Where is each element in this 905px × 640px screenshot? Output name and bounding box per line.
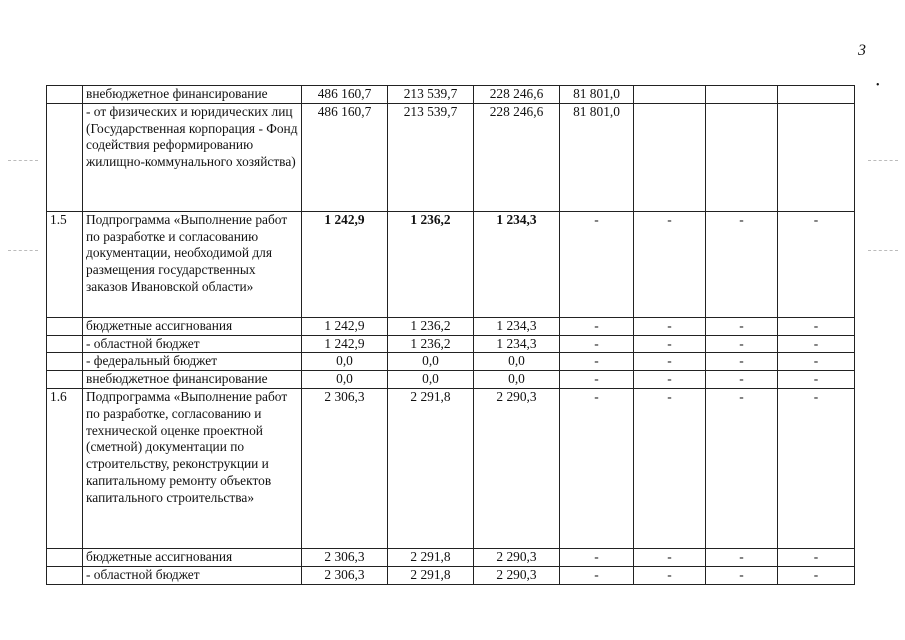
value-cell: 0,0 <box>388 371 474 389</box>
value-cell: 1 236,2 <box>388 317 474 335</box>
scan-artifact-line <box>868 250 898 251</box>
value-cell: 2 291,8 <box>388 548 474 566</box>
value-cell: 2 291,8 <box>388 566 474 584</box>
value-cell: - <box>706 548 778 566</box>
value-cell: 1 234,3 <box>474 211 560 317</box>
value-cell: - <box>706 388 778 548</box>
value-cell: - <box>706 371 778 389</box>
value-cell: - <box>778 566 855 584</box>
row-number-cell: 1.6 <box>47 388 83 548</box>
value-cell: 1 236,2 <box>388 335 474 353</box>
value-cell: - <box>560 566 634 584</box>
row-name-cell: - от физических и юридических лиц (Государственная корпорация - Фонд содействия реформированию жилищно-коммунального хозяйства) <box>83 103 302 211</box>
row-number-cell: 1.5 <box>47 211 83 317</box>
table-row <box>47 548 855 566</box>
table-row <box>47 211 855 317</box>
value-cell: 486 160,7 <box>302 86 388 104</box>
row-number-cell <box>47 335 83 353</box>
value-cell: - <box>634 335 706 353</box>
value-cell <box>778 86 855 104</box>
row-number-cell <box>47 103 83 211</box>
value-cell: 0,0 <box>474 371 560 389</box>
table-row <box>47 388 855 548</box>
row-name-cell: - областной бюджет <box>83 566 302 584</box>
value-cell: - <box>706 353 778 371</box>
value-cell: - <box>778 371 855 389</box>
table-row <box>47 103 855 211</box>
value-cell: - <box>778 548 855 566</box>
value-cell: 81 801,0 <box>560 86 634 104</box>
value-cell: - <box>560 388 634 548</box>
value-cell: 213 539,7 <box>388 103 474 211</box>
row-name-cell: внебюджетное финансирование <box>83 371 302 389</box>
row-number-cell <box>47 317 83 335</box>
value-cell: 486 160,7 <box>302 103 388 211</box>
value-cell: 1 242,9 <box>302 335 388 353</box>
value-cell <box>778 103 855 211</box>
table-row <box>47 371 855 389</box>
row-name-cell: - федеральный бюджет <box>83 353 302 371</box>
value-cell: - <box>778 335 855 353</box>
value-cell: - <box>634 566 706 584</box>
value-cell: - <box>560 335 634 353</box>
value-cell: - <box>634 211 706 317</box>
value-cell: - <box>706 211 778 317</box>
value-cell: 1 234,3 <box>474 317 560 335</box>
scan-artifact-line <box>8 250 38 251</box>
value-cell <box>634 86 706 104</box>
table-row <box>47 335 855 353</box>
scan-artifact-line <box>8 160 38 161</box>
value-cell: - <box>560 211 634 317</box>
value-cell: - <box>634 548 706 566</box>
value-cell: - <box>706 317 778 335</box>
row-number-cell <box>47 371 83 389</box>
value-cell: - <box>634 353 706 371</box>
value-cell: 2 306,3 <box>302 388 388 548</box>
value-cell: 2 290,3 <box>474 548 560 566</box>
value-cell: 1 236,2 <box>388 211 474 317</box>
row-number-cell <box>47 566 83 584</box>
row-number-cell <box>47 548 83 566</box>
value-cell: - <box>778 317 855 335</box>
value-cell: 228 246,6 <box>474 103 560 211</box>
value-cell: - <box>706 566 778 584</box>
value-cell: - <box>634 371 706 389</box>
row-name-cell: бюджетные ассигнования <box>83 548 302 566</box>
value-cell: 0,0 <box>302 371 388 389</box>
value-cell: 1 242,9 <box>302 317 388 335</box>
value-cell <box>706 86 778 104</box>
table-row <box>47 86 855 104</box>
value-cell: 2 306,3 <box>302 566 388 584</box>
value-cell: - <box>634 317 706 335</box>
value-cell: 0,0 <box>388 353 474 371</box>
value-cell: 0,0 <box>302 353 388 371</box>
table-row <box>47 317 855 335</box>
value-cell: - <box>560 371 634 389</box>
value-cell: 2 306,3 <box>302 548 388 566</box>
value-cell: - <box>778 353 855 371</box>
row-number-cell <box>47 353 83 371</box>
value-cell: 1 234,3 <box>474 335 560 353</box>
row-number-cell <box>47 86 83 104</box>
budget-table-body <box>47 86 855 585</box>
value-cell: 213 539,7 <box>388 86 474 104</box>
table-row <box>47 353 855 371</box>
value-cell: - <box>778 388 855 548</box>
row-name-cell: внебюджетное финансирование <box>83 86 302 104</box>
value-cell: - <box>706 335 778 353</box>
row-name-cell: бюджетные ассигнования <box>83 317 302 335</box>
value-cell <box>706 103 778 211</box>
value-cell: 0,0 <box>474 353 560 371</box>
value-cell: 2 290,3 <box>474 388 560 548</box>
value-cell <box>634 103 706 211</box>
margin-dot: • <box>876 80 880 91</box>
scan-artifact-line <box>868 160 898 161</box>
value-cell: 228 246,6 <box>474 86 560 104</box>
value-cell: - <box>560 353 634 371</box>
row-name-cell: Подпрограмма «Выполнение работ по разработке и согласованию документации, необходимой для размещения государственных заказов Ивановской области» <box>83 211 302 317</box>
value-cell: - <box>634 388 706 548</box>
value-cell: 2 290,3 <box>474 566 560 584</box>
value-cell: - <box>560 548 634 566</box>
budget-table <box>46 85 855 585</box>
value-cell: 2 291,8 <box>388 388 474 548</box>
page-number: 3 <box>858 42 866 59</box>
value-cell: 81 801,0 <box>560 103 634 211</box>
row-name-cell: - областной бюджет <box>83 335 302 353</box>
value-cell: - <box>778 211 855 317</box>
value-cell: 1 242,9 <box>302 211 388 317</box>
row-name-cell: Подпрограмма «Выполнение работ по разработке, согласованию и технической оценке проектной (сметной) документации по строительству, реконструкции и капитальному ремонту объектов капитального строительства» <box>83 388 302 548</box>
table-row <box>47 566 855 584</box>
value-cell: - <box>560 317 634 335</box>
